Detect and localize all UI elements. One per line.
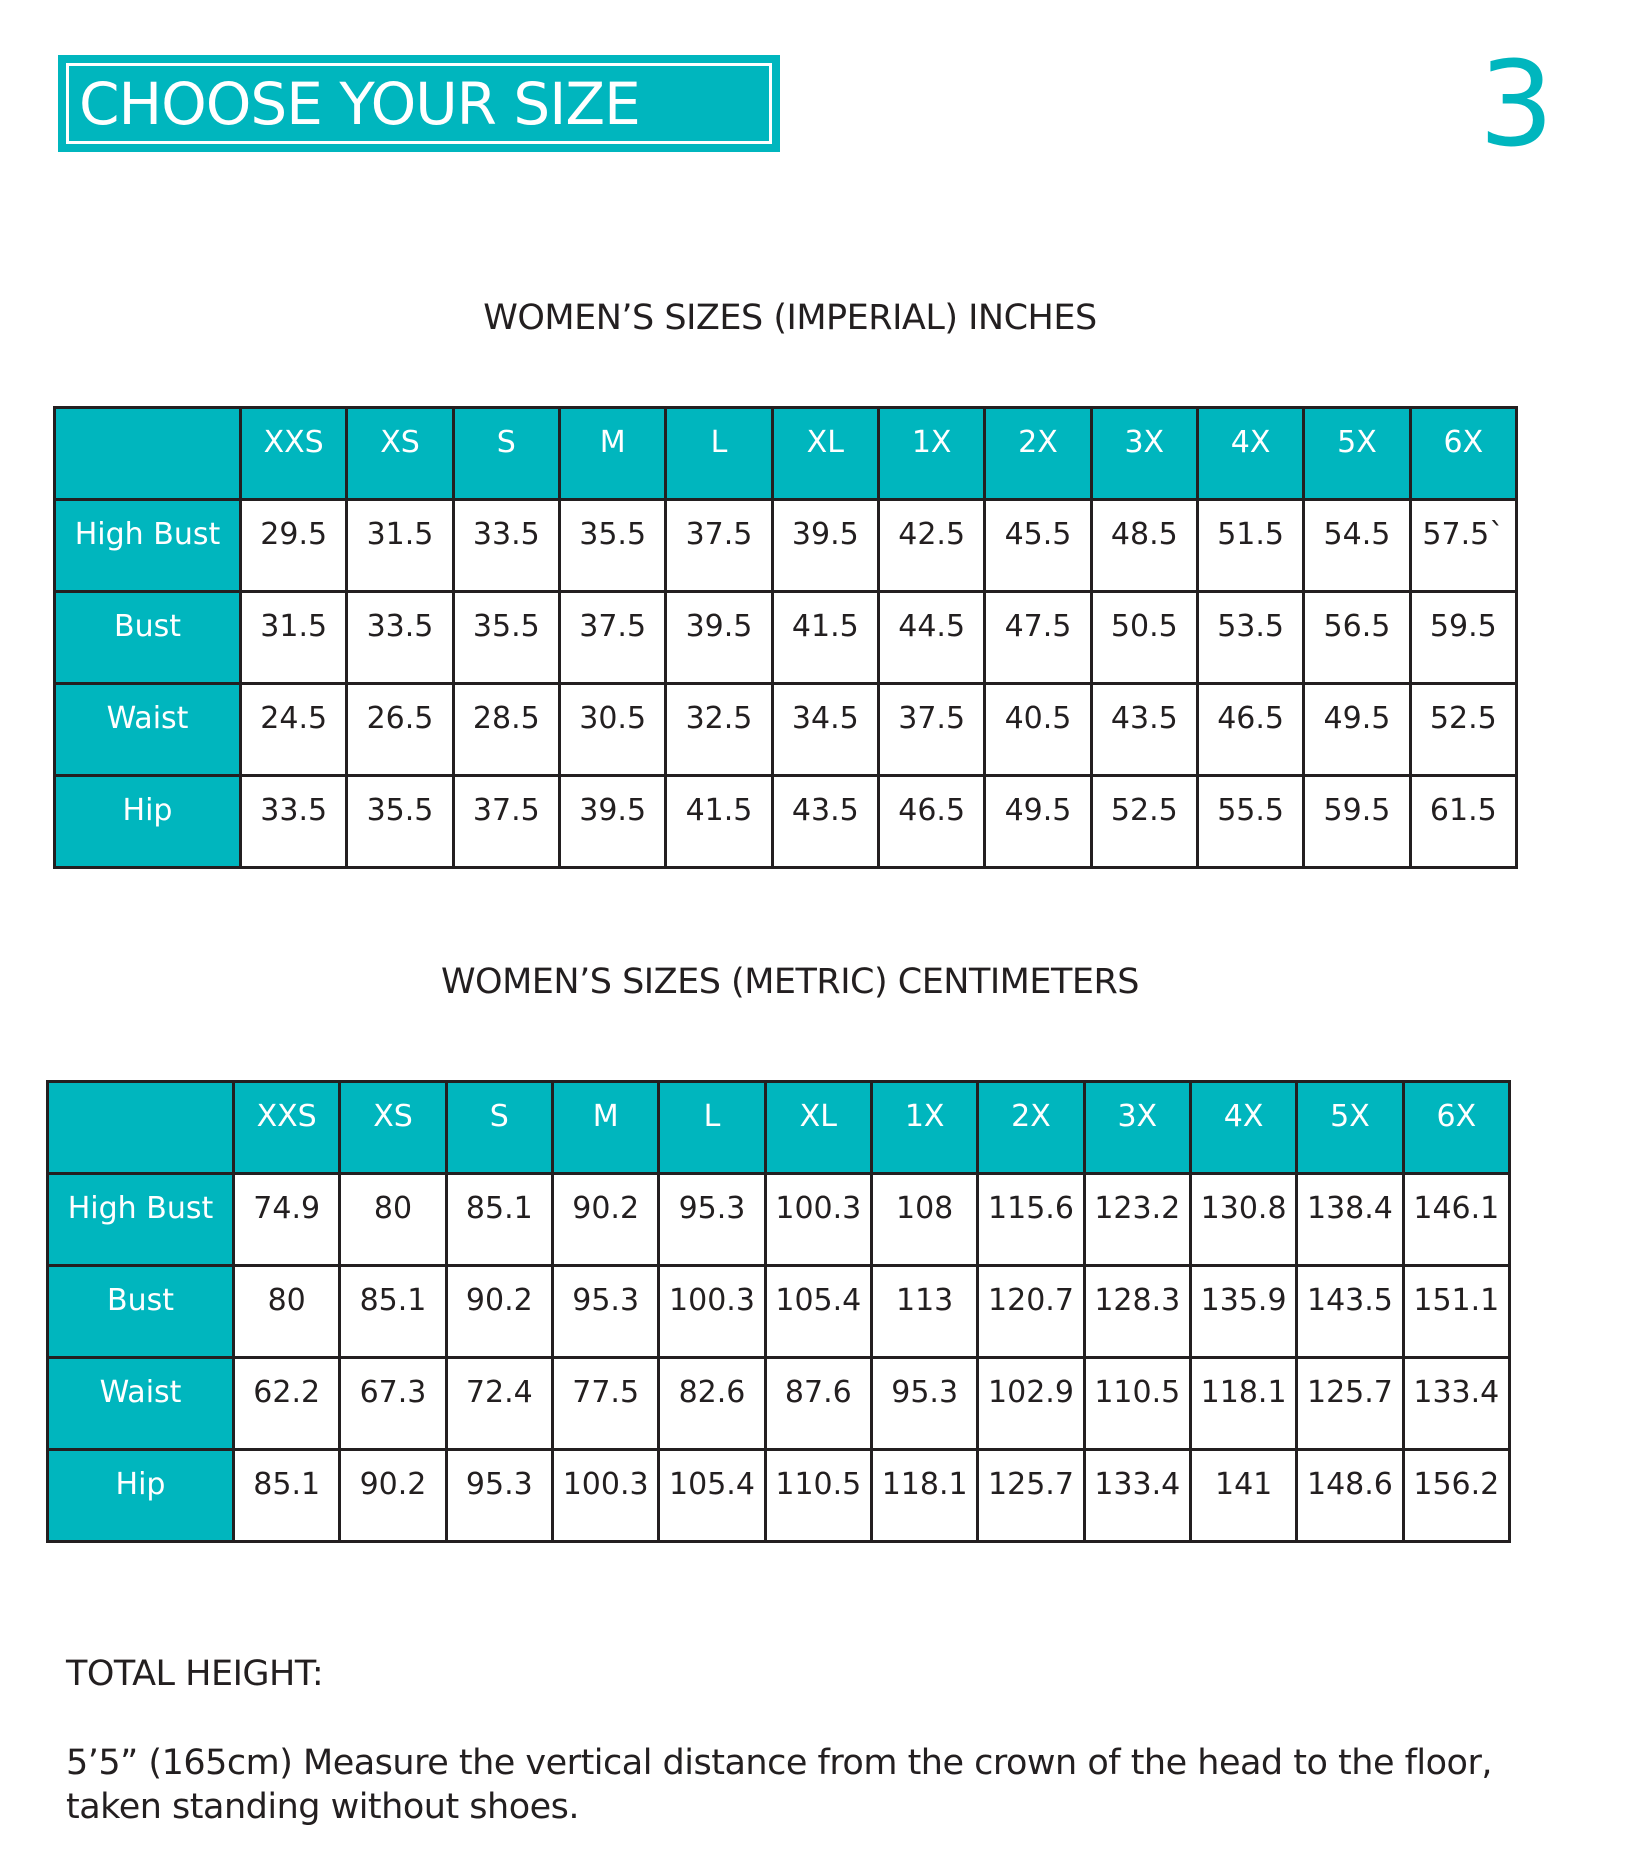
size-header-cell: 6X [1403, 1082, 1509, 1174]
measurement-value: 67.3 [340, 1358, 446, 1450]
table-row [55, 592, 1517, 684]
measurement-value: 133.4 [1403, 1358, 1509, 1450]
measurement-value: 156.2 [1403, 1450, 1509, 1542]
measurement-value: 37.5 [453, 776, 559, 868]
size-header-cell: 4X [1190, 1082, 1296, 1174]
measurement-value: 95.3 [659, 1174, 765, 1266]
measurement-value: 33.5 [453, 500, 559, 592]
measurement-value: 87.6 [765, 1358, 871, 1450]
measurement-value: 102.9 [978, 1358, 1084, 1450]
measurement-value: 135.9 [1190, 1266, 1296, 1358]
imperial-table-title: WOMEN’S SIZES (IMPERIAL) INCHES [483, 298, 1097, 338]
size-header-cell: L [666, 408, 772, 500]
size-header-cell: 1X [878, 408, 984, 500]
measurement-value: 141 [1190, 1450, 1296, 1542]
measurement-value: 39.5 [772, 500, 878, 592]
measurement-value: 28.5 [453, 684, 559, 776]
size-header-cell: 5X [1297, 1082, 1403, 1174]
measurement-value: 105.4 [765, 1266, 871, 1358]
table-row [48, 1266, 1510, 1358]
measurement-value: 110.5 [1084, 1358, 1190, 1450]
measurement-value: 49.5 [1304, 684, 1410, 776]
measurement-value: 43.5 [1091, 684, 1197, 776]
measurement-value: 61.5 [1410, 776, 1516, 868]
measurement-value: 39.5 [559, 776, 665, 868]
measurement-value: 95.3 [446, 1450, 552, 1542]
measurement-value: 37.5 [559, 592, 665, 684]
measurement-value: 24.5 [241, 684, 347, 776]
measurement-value: 48.5 [1091, 500, 1197, 592]
measurement-value: 105.4 [659, 1450, 765, 1542]
measurement-value: 45.5 [985, 500, 1091, 592]
measurement-value: 100.3 [659, 1266, 765, 1358]
measurement-value: 80 [234, 1266, 340, 1358]
measurement-value: 43.5 [772, 776, 878, 868]
measurement-value: 77.5 [552, 1358, 658, 1450]
measurement-value: 56.5 [1304, 592, 1410, 684]
measurement-value: 85.1 [446, 1174, 552, 1266]
measurement-value: 26.5 [347, 684, 453, 776]
measurement-value: 41.5 [666, 776, 772, 868]
size-header-cell: 2X [978, 1082, 1084, 1174]
measurement-value: 33.5 [241, 776, 347, 868]
measurement-value: 57.5` [1410, 500, 1516, 592]
measurement-value: 59.5 [1304, 776, 1410, 868]
total-height-heading: TOTAL HEIGHT: [66, 1654, 324, 1694]
header-banner [58, 55, 780, 152]
table-row [55, 776, 1517, 868]
measurement-value: 108 [871, 1174, 977, 1266]
measurement-value: 41.5 [772, 592, 878, 684]
measurement-value: 82.6 [659, 1358, 765, 1450]
table-row [48, 1450, 1510, 1542]
measurement-value: 85.1 [340, 1266, 446, 1358]
measurement-value: 30.5 [559, 684, 665, 776]
measurement-value: 42.5 [878, 500, 984, 592]
measurement-value: 143.5 [1297, 1266, 1403, 1358]
measurement-value: 113 [871, 1266, 977, 1358]
measurement-label: Bust [48, 1266, 234, 1358]
measurement-value: 120.7 [978, 1266, 1084, 1358]
measurement-value: 90.2 [446, 1266, 552, 1358]
measurement-value: 95.3 [871, 1358, 977, 1450]
measurement-value: 80 [340, 1174, 446, 1266]
size-header-cell: XXS [234, 1082, 340, 1174]
measurement-value: 35.5 [453, 592, 559, 684]
measurement-value: 29.5 [241, 500, 347, 592]
size-header-cell: 5X [1304, 408, 1410, 500]
imperial-size-table [53, 406, 1518, 869]
measurement-value: 74.9 [234, 1174, 340, 1266]
table-header-row [48, 1082, 1510, 1174]
table-row [55, 500, 1517, 592]
measurement-value: 33.5 [347, 592, 453, 684]
measurement-label: High Bust [55, 500, 241, 592]
measurement-value: 138.4 [1297, 1174, 1403, 1266]
total-height-description: 5’5” (165cm) Measure the vertical distance from the crown of the head to the floor, taken standing without shoes. [66, 1743, 1492, 1827]
measurement-value: 44.5 [878, 592, 984, 684]
size-header-cell: 1X [871, 1082, 977, 1174]
measurement-value: 146.1 [1403, 1174, 1509, 1266]
measurement-label: Hip [55, 776, 241, 868]
metric-size-table [46, 1080, 1511, 1543]
corner-cell [55, 408, 241, 500]
measurement-label: Hip [48, 1450, 234, 1542]
measurement-value: 35.5 [559, 500, 665, 592]
size-header-cell: XS [347, 408, 453, 500]
measurement-value: 100.3 [552, 1450, 658, 1542]
measurement-value: 100.3 [765, 1174, 871, 1266]
measurement-value: 59.5 [1410, 592, 1516, 684]
size-header-cell: S [453, 408, 559, 500]
measurement-value: 128.3 [1084, 1266, 1190, 1358]
measurement-value: 50.5 [1091, 592, 1197, 684]
measurement-value: 151.1 [1403, 1266, 1509, 1358]
corner-cell [48, 1082, 234, 1174]
measurement-value: 51.5 [1197, 500, 1303, 592]
size-header-cell: 2X [985, 408, 1091, 500]
size-header-cell: XXS [241, 408, 347, 500]
measurement-value: 118.1 [871, 1450, 977, 1542]
measurement-value: 46.5 [878, 776, 984, 868]
size-header-cell: L [659, 1082, 765, 1174]
size-header-cell: XL [765, 1082, 871, 1174]
measurement-value: 54.5 [1304, 500, 1410, 592]
table-row [48, 1358, 1510, 1450]
size-header-cell: 3X [1091, 408, 1197, 500]
measurement-value: 34.5 [772, 684, 878, 776]
measurement-value: 32.5 [666, 684, 772, 776]
measurement-value: 62.2 [234, 1358, 340, 1450]
size-header-cell: M [559, 408, 665, 500]
measurement-label: Waist [55, 684, 241, 776]
measurement-value: 40.5 [985, 684, 1091, 776]
measurement-value: 47.5 [985, 592, 1091, 684]
table-row [55, 684, 1517, 776]
measurement-value: 123.2 [1084, 1174, 1190, 1266]
measurement-label: High Bust [48, 1174, 234, 1266]
measurement-value: 110.5 [765, 1450, 871, 1542]
measurement-value: 37.5 [666, 500, 772, 592]
measurement-label: Bust [55, 592, 241, 684]
measurement-value: 49.5 [985, 776, 1091, 868]
measurement-value: 55.5 [1197, 776, 1303, 868]
size-header-cell: XS [340, 1082, 446, 1174]
measurement-value: 95.3 [552, 1266, 658, 1358]
measurement-value: 90.2 [552, 1174, 658, 1266]
header-banner-frame [66, 63, 772, 144]
measurement-value: 118.1 [1190, 1358, 1296, 1450]
table-row [48, 1174, 1510, 1266]
measurement-value: 52.5 [1091, 776, 1197, 868]
measurement-value: 31.5 [241, 592, 347, 684]
measurement-label: Waist [48, 1358, 234, 1450]
measurement-value: 130.8 [1190, 1174, 1296, 1266]
measurement-value: 37.5 [878, 684, 984, 776]
measurement-value: 90.2 [340, 1450, 446, 1542]
measurement-value: 148.6 [1297, 1450, 1403, 1542]
page-title: CHOOSE YOUR SIZE [79, 69, 640, 138]
size-header-cell: 3X [1084, 1082, 1190, 1174]
size-header-cell: S [446, 1082, 552, 1174]
size-header-cell: 6X [1410, 408, 1516, 500]
measurement-value: 125.7 [978, 1450, 1084, 1542]
measurement-value: 72.4 [446, 1358, 552, 1450]
size-header-cell: XL [772, 408, 878, 500]
size-header-cell: 4X [1197, 408, 1303, 500]
measurement-value: 85.1 [234, 1450, 340, 1542]
step-number: 3 [1478, 35, 1554, 173]
measurement-value: 125.7 [1297, 1358, 1403, 1450]
measurement-value: 115.6 [978, 1174, 1084, 1266]
measurement-value: 31.5 [347, 500, 453, 592]
metric-table-title: WOMEN’S SIZES (METRIC) CENTIMETERS [440, 962, 1140, 1002]
measurement-value: 52.5 [1410, 684, 1516, 776]
measurement-value: 35.5 [347, 776, 453, 868]
size-header-cell: M [552, 1082, 658, 1174]
measurement-value: 53.5 [1197, 592, 1303, 684]
measurement-value: 46.5 [1197, 684, 1303, 776]
measurement-value: 39.5 [666, 592, 772, 684]
table-header-row [55, 408, 1517, 500]
measurement-value: 133.4 [1084, 1450, 1190, 1542]
